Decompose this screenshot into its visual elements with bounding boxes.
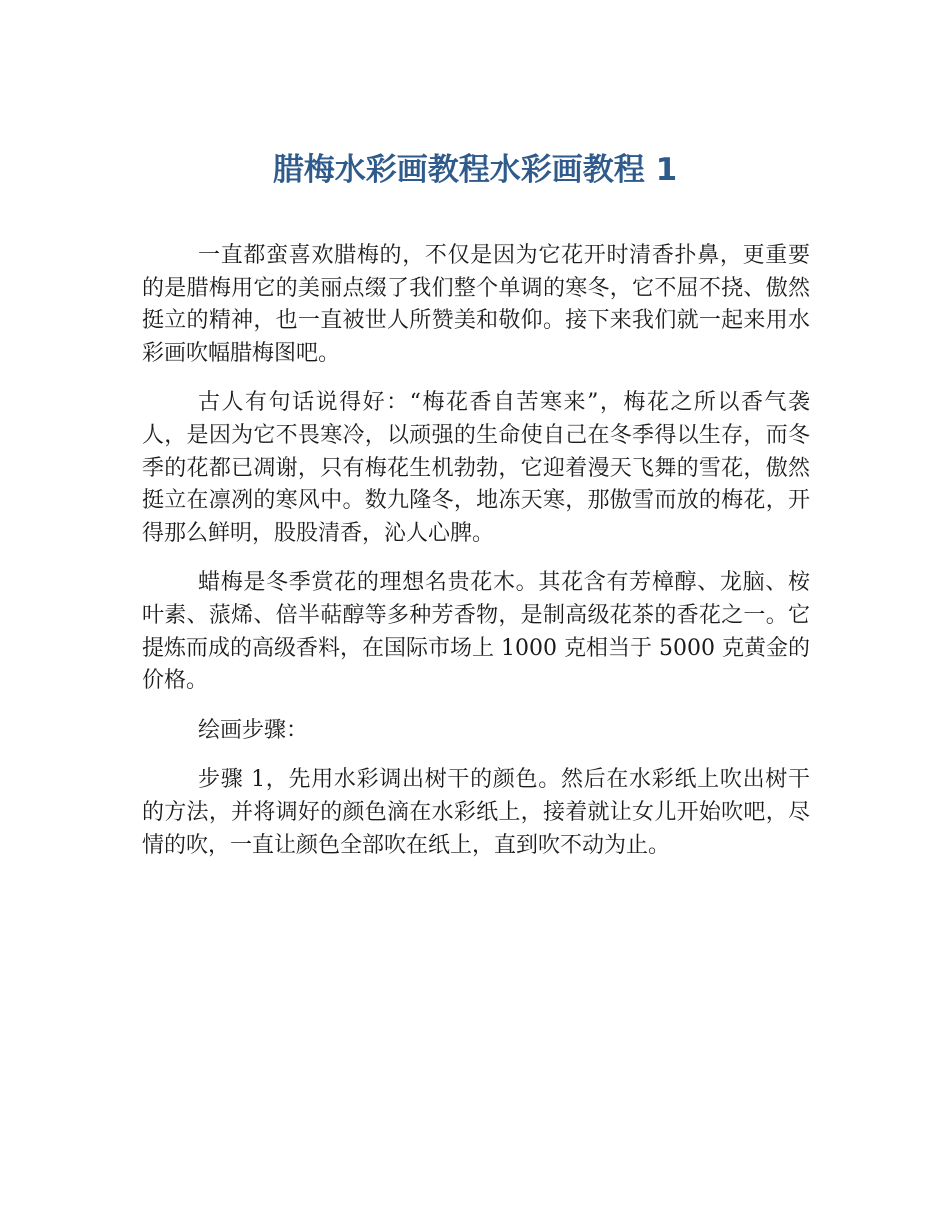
document-title: 腊梅水彩画教程水彩画教程 1 <box>272 152 678 188</box>
paragraph-intro: 一直都蛮喜欢腊梅的，不仅是因为它花开时清香扑鼻，更重要的是腊梅用它的美丽点缀了我们整个单调的寒冬，它不屈不挠、傲然挺立的精神，也一直被世人所赞美和敬仰。接下来我们就一起来用水彩画吹幅腊梅图吧。 <box>142 243 810 366</box>
paragraph-wintersweet-facts: 蜡梅是冬季赏花的理想名贵花木。其花含有芳樟醇、龙脑、桉叶素、蒎烯、倍半萜醇等多种芳香物，是制高级花茶的香花之一。它提炼而成的高级香料，在国际市场上 1000 克相当于 5000 克黄金的价格。 <box>142 570 810 694</box>
paragraph-step-1: 步骤 1，先用水彩调出树干的颜色。然后在水彩纸上吹出树干的方法，并将调好的颜色滴在水彩纸上，接着就让女儿开始吹吧，尽情的吹，一直让颜色全部吹在纸上，直到吹不动为止。 <box>142 767 810 858</box>
document-body <box>142 240 810 879</box>
paragraph-plum-proverb: 古人有句话说得好：“梅花香自苦寒来”，梅花之所以香气袭人，是因为它不畏寒冷，以顽强的生命使自己在冬季得以生存，而冬季的花都已凋谢，只有梅花生机勃勃，它迎着漫天飞舞的雪花，傲然挺立在凛冽的寒风中。数九隆冬，地冻天寒，那傲雪而放的梅花，开得那么鲜明，股股清香，沁人心脾。 <box>142 390 810 546</box>
paragraph-steps-heading: 绘画步骤： <box>198 717 309 743</box>
